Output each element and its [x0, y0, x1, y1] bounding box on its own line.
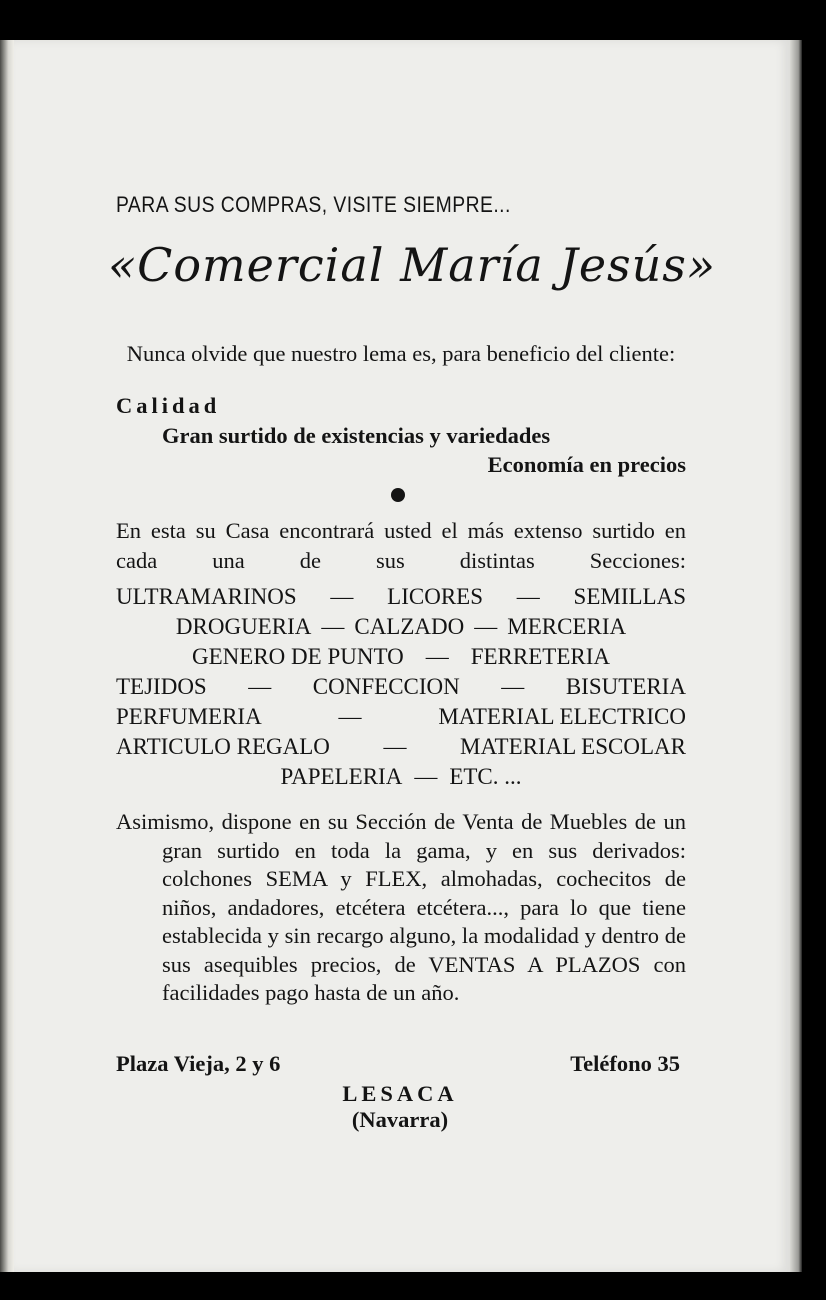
- sections-row: [116, 672, 686, 702]
- section-item: BISUTERIA: [565, 674, 686, 699]
- phone: Teléfono 35: [570, 1051, 680, 1076]
- section-item: SEMILLAS: [573, 584, 686, 609]
- furniture-paragraph: [116, 808, 686, 1008]
- motto-economy: Economía en precios: [487, 452, 686, 477]
- bullet-dot: [391, 488, 405, 502]
- town: LESACA: [342, 1081, 458, 1106]
- sections-intro: En esta su Casa encontrará usted el más extenso surtido en cada una de sus distintas Secciones:: [116, 518, 686, 573]
- motto-quality: Calidad: [116, 393, 221, 418]
- section-item: PERFUMERIA: [116, 704, 262, 729]
- separator: —: [414, 764, 438, 789]
- region: (Navarra): [351, 1107, 449, 1132]
- section-item: LICORES: [387, 584, 483, 609]
- tagline: PARA SUS COMPRAS, VISITE SIEMPRE...: [116, 192, 511, 217]
- sections-row: [116, 732, 686, 762]
- separator: —: [383, 734, 407, 759]
- separator: —: [516, 584, 540, 609]
- section-item: ARTICULO REGALO: [116, 734, 330, 759]
- section-item: CALZADO: [354, 614, 465, 639]
- sections-row: [116, 582, 686, 612]
- section-item: ULTRAMARINOS: [116, 584, 297, 609]
- shop-name: «Comercial María Jesús»: [108, 238, 717, 292]
- section-item: FERRETERIA: [470, 644, 610, 669]
- sections-list: [116, 582, 686, 792]
- section-item: MERCERIA: [507, 614, 627, 639]
- section-item: MATERIAL ELECTRICO: [438, 704, 686, 729]
- separator: —: [474, 614, 498, 639]
- separator: —: [425, 644, 449, 669]
- section-item: MATERIAL ESCOLAR: [460, 734, 686, 759]
- motto-assortment: Gran surtido de existencias y variedades: [162, 423, 551, 448]
- section-item: GENERO DE PUNTO: [192, 644, 404, 669]
- section-item: CONFECCION: [312, 674, 460, 699]
- motto-intro: Nunca olvide que nuestro lema es, para beneficio del cliente:: [126, 341, 676, 366]
- section-item: ETC. ...: [449, 764, 522, 789]
- sections-row: [116, 612, 686, 642]
- sections-row: [116, 702, 686, 732]
- separator: —: [321, 614, 345, 639]
- separator: —: [248, 674, 272, 699]
- address: Plaza Vieja, 2 y 6: [116, 1051, 281, 1076]
- furniture-text: Asimismo, dispone en su Sección de Venta de Muebles de un gran surtido en toda la gama, y en sus derivados: colchones SEMA y FLEX, almohadas, cochecitos de niños, andadores, etcétera etcétera..., para lo que tiene establecida y sin recargo alguno, la modalidad y dentro de sus asequibles precios, de VENTAS A PLAZOS con facilidades pago hasta de un año.: [116, 809, 686, 1005]
- separator: —: [501, 674, 525, 699]
- section-item: PAPELERIA: [280, 764, 403, 789]
- section-item: DROGUERIA: [175, 614, 312, 639]
- sections-row: [116, 762, 686, 792]
- separator: —: [338, 704, 362, 729]
- sections-row: [116, 642, 686, 672]
- section-item: TEJIDOS: [116, 674, 207, 699]
- separator: —: [330, 584, 354, 609]
